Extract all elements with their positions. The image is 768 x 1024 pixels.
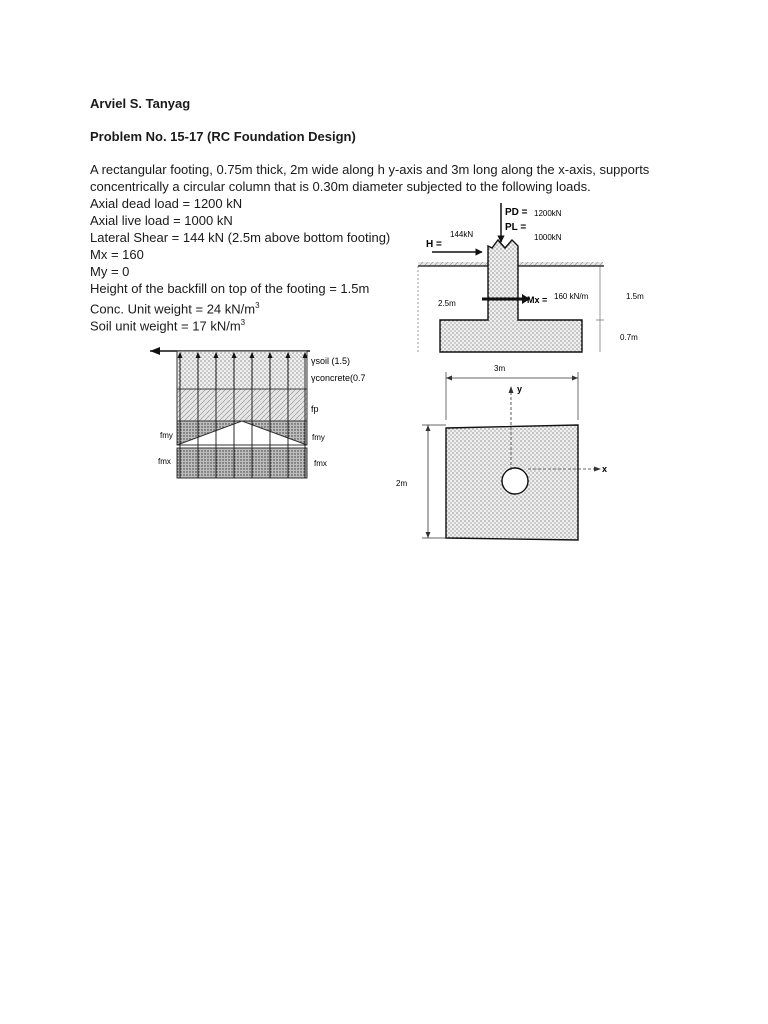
- mx-line: Mx = 160: [90, 247, 144, 262]
- dead-load-line: Axial dead load = 1200 kN: [90, 196, 243, 211]
- problem-line-1: A rectangular footing, 0.75m thick, 2m wide along h y-axis and 3m long along the x-axis, supports: [90, 162, 650, 177]
- ground-line-arrow: [150, 347, 160, 355]
- conc-weight-text: Conc. Unit weight = 24 kN/m: [90, 301, 256, 317]
- fmx-pressure-block: [177, 448, 307, 478]
- backfill-height-label: 1.5m: [626, 292, 644, 301]
- fmy-left-label: fmy: [160, 431, 173, 440]
- problem-title: Problem No. 15-17 (RC Foundation Design): [90, 129, 356, 144]
- length-arrow-left: [446, 376, 452, 381]
- mx-value: 160 kN/m: [554, 292, 589, 301]
- h-label: H =: [426, 239, 442, 250]
- fmy-right-label: fmy: [312, 433, 325, 442]
- y-axis-label: y: [517, 384, 523, 394]
- column-circle: [502, 468, 528, 494]
- x-axis-label: x: [602, 464, 608, 474]
- pd-label: PD =: [505, 207, 528, 218]
- x-axis-arrow: [594, 467, 601, 472]
- width-arrow-top: [426, 425, 431, 431]
- conc-weight-exponent: 3: [255, 301, 260, 310]
- fmx-left-label: fmx: [158, 457, 171, 466]
- soil-weight-exponent: 3: [240, 318, 246, 327]
- gamma-concrete-label: γconcrete(0.7: [311, 373, 366, 383]
- pl-value: 1000kN: [534, 233, 562, 242]
- my-line: My = 0: [90, 264, 130, 279]
- fp-label: fp: [311, 404, 319, 414]
- plan-diagram: [396, 364, 607, 540]
- gamma-soil-label: γsoil (1.5): [311, 356, 351, 366]
- h-value: 144kN: [450, 230, 474, 239]
- length-arrow-right: [572, 376, 578, 381]
- live-load-line: Axial live load = 1000 kN: [90, 213, 233, 228]
- plan-width-label: 2m: [396, 479, 408, 488]
- width-arrow-bottom: [426, 532, 431, 538]
- mx-label: Mx =: [527, 295, 548, 305]
- problem-line-2: concentrically a circular column that is 0.30m diameter subjected to the following loads.: [90, 179, 591, 194]
- concrete-pressure-block: [177, 389, 307, 421]
- pl-label: PL =: [505, 222, 527, 233]
- plan-length-label: 3m: [494, 364, 506, 373]
- footing-thickness-label: 0.7m: [620, 333, 638, 342]
- fmx-right-label: fmx: [314, 459, 327, 468]
- author-name: Arviel S. Tanyag: [90, 96, 191, 111]
- soil-weight-text: Soil unit weight = 17 kN/m: [90, 318, 241, 334]
- y-axis-arrow: [509, 386, 514, 393]
- lateral-shear-line: Lateral Shear = 144 kN (2.5m above bottom footing): [90, 230, 391, 245]
- pd-value: 1200kN: [534, 209, 562, 218]
- height-above-bottom-label: 2.5m: [438, 299, 456, 308]
- pressure-diagram: [150, 347, 366, 478]
- backfill-line: Height of the backfill on top of the footing = 1.5m: [90, 281, 370, 296]
- section-diagram: [418, 203, 644, 352]
